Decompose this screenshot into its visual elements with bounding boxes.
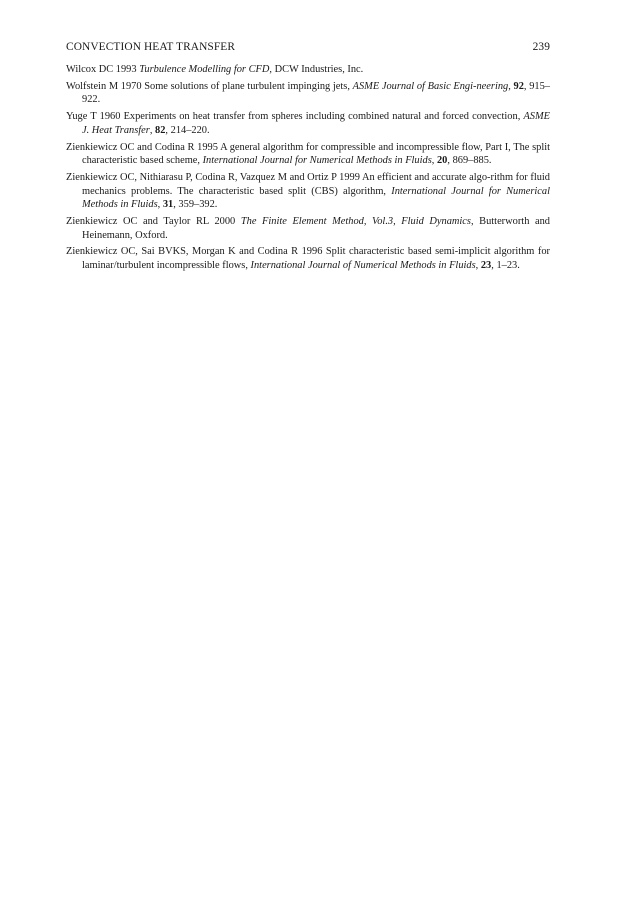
ref-volume: 82 bbox=[155, 124, 166, 136]
ref-pages: 1–23. bbox=[496, 260, 520, 272]
reference-item: Wilcox DC 1993 Turbulence Modelling for CFD, DCW Industries, Inc. bbox=[66, 64, 364, 75]
ref-authors: Wolfstein M 1970 bbox=[66, 80, 142, 92]
ref-venue: ASME J. Heat Transfer bbox=[82, 111, 550, 136]
ref-title: Split characteristic based semi-implicit algorithm for laminar/turbulent incompressible flows bbox=[82, 246, 550, 272]
ref-pages: 915–922. bbox=[82, 80, 550, 106]
ref-title: An efficient and accurate algo-rithm for fluid mechanics problems. The characteristic based split (CBS) algorithm bbox=[82, 171, 550, 197]
reference-item: Wolfstein M 1970 Some solutions of plane turbulent impinging jets, ASME Journal of Basic Engi-neering, 92, 915–922. bbox=[66, 80, 550, 106]
reference-item: Zienkiewicz OC and Codina R 1995 A general algorithm for compressible and incompressible flow, Part I, The split characteristic based scheme, International Journal for Numerical Methods in Fluids, 20, 869–885. bbox=[66, 141, 550, 167]
reference-list bbox=[66, 63, 550, 273]
reference-item: Yuge T 1960 Experiments on heat transfer from spheres including combined natural and forced convection, ASME J. Heat Transfer, 82, 214–220. bbox=[66, 111, 550, 136]
ref-volume: 23 bbox=[480, 260, 492, 272]
running-head-title: CONVECTION HEAT TRANSFER bbox=[66, 41, 236, 53]
ref-venue: International Journal for Numerical Methods in Fluids bbox=[82, 185, 550, 211]
ref-venue: International Journal for Numerical Methods in Fluids bbox=[202, 155, 432, 167]
ref-venue: ASME Journal of Basic Engi-neering bbox=[352, 80, 509, 92]
running-head bbox=[66, 40, 550, 54]
ref-authors: Yuge T 1960 bbox=[66, 111, 121, 123]
ref-pages: 359–392. bbox=[178, 199, 218, 211]
ref-publisher: Butterworth and Heinemann, Oxford. bbox=[82, 216, 550, 241]
reference-item: Zienkiewicz OC, Sai BVKS, Morgan K and Codina R 1996 Split characteristic based semi-implicit algorithm for laminar/turbulent incompressible flows, International Journal of Numerical Methods in Fluids, 23, 1–23. bbox=[66, 246, 550, 272]
ref-pages: 869–885. bbox=[452, 155, 492, 167]
ref-authors: Zienkiewicz OC, Nithiarasu P, Codina R, Vazquez M and Ortiz P 1999 bbox=[66, 171, 360, 183]
ref-venue: International Journal of Numerical Methods in Fluids bbox=[250, 260, 476, 272]
ref-publisher: DCW Industries, Inc. bbox=[274, 64, 364, 75]
ref-title: Some solutions of plane turbulent impinging jets bbox=[144, 80, 348, 92]
reference-item: Zienkiewicz OC, Nithiarasu P, Codina R, Vazquez M and Ortiz P 1999 An efficient and accurate algo-rithm for fluid mechanics problems. The characteristic based split (CBS) algorithm, International Journal for Numerical Methods in Fluids, 31, 359–392. bbox=[66, 171, 550, 211]
ref-authors: Wilcox DC 1993 bbox=[66, 64, 137, 75]
ref-title: Experiments on heat transfer from spheres including combined natural and forced convection bbox=[123, 111, 518, 123]
reference-item: Zienkiewicz OC and Taylor RL 2000 The Finite Element Method, Vol.3, Fluid Dynamics, Butterworth and Heinemann, Oxford. bbox=[66, 216, 550, 241]
ref-title: A general algorithm for compressible and incompressible flow, Part I, The split characteristic based scheme bbox=[82, 141, 550, 167]
ref-volume: 92 bbox=[513, 80, 524, 92]
ref-volume: 20 bbox=[436, 155, 448, 167]
ref-title: The Finite Element Method, Vol.3, Fluid Dynamics bbox=[240, 216, 471, 228]
ref-volume: 31 bbox=[162, 199, 174, 211]
page bbox=[66, 40, 550, 276]
ref-authors: Zienkiewicz OC and Taylor RL 2000 bbox=[66, 216, 236, 228]
ref-title: Turbulence Modelling for CFD bbox=[139, 64, 270, 75]
ref-pages: 214–220. bbox=[170, 124, 210, 136]
page-number: 239 bbox=[532, 41, 550, 53]
ref-authors: Zienkiewicz OC, Sai BVKS, Morgan K and Codina R 1996 bbox=[66, 246, 323, 258]
ref-authors: Zienkiewicz OC and Codina R 1995 bbox=[66, 141, 218, 153]
